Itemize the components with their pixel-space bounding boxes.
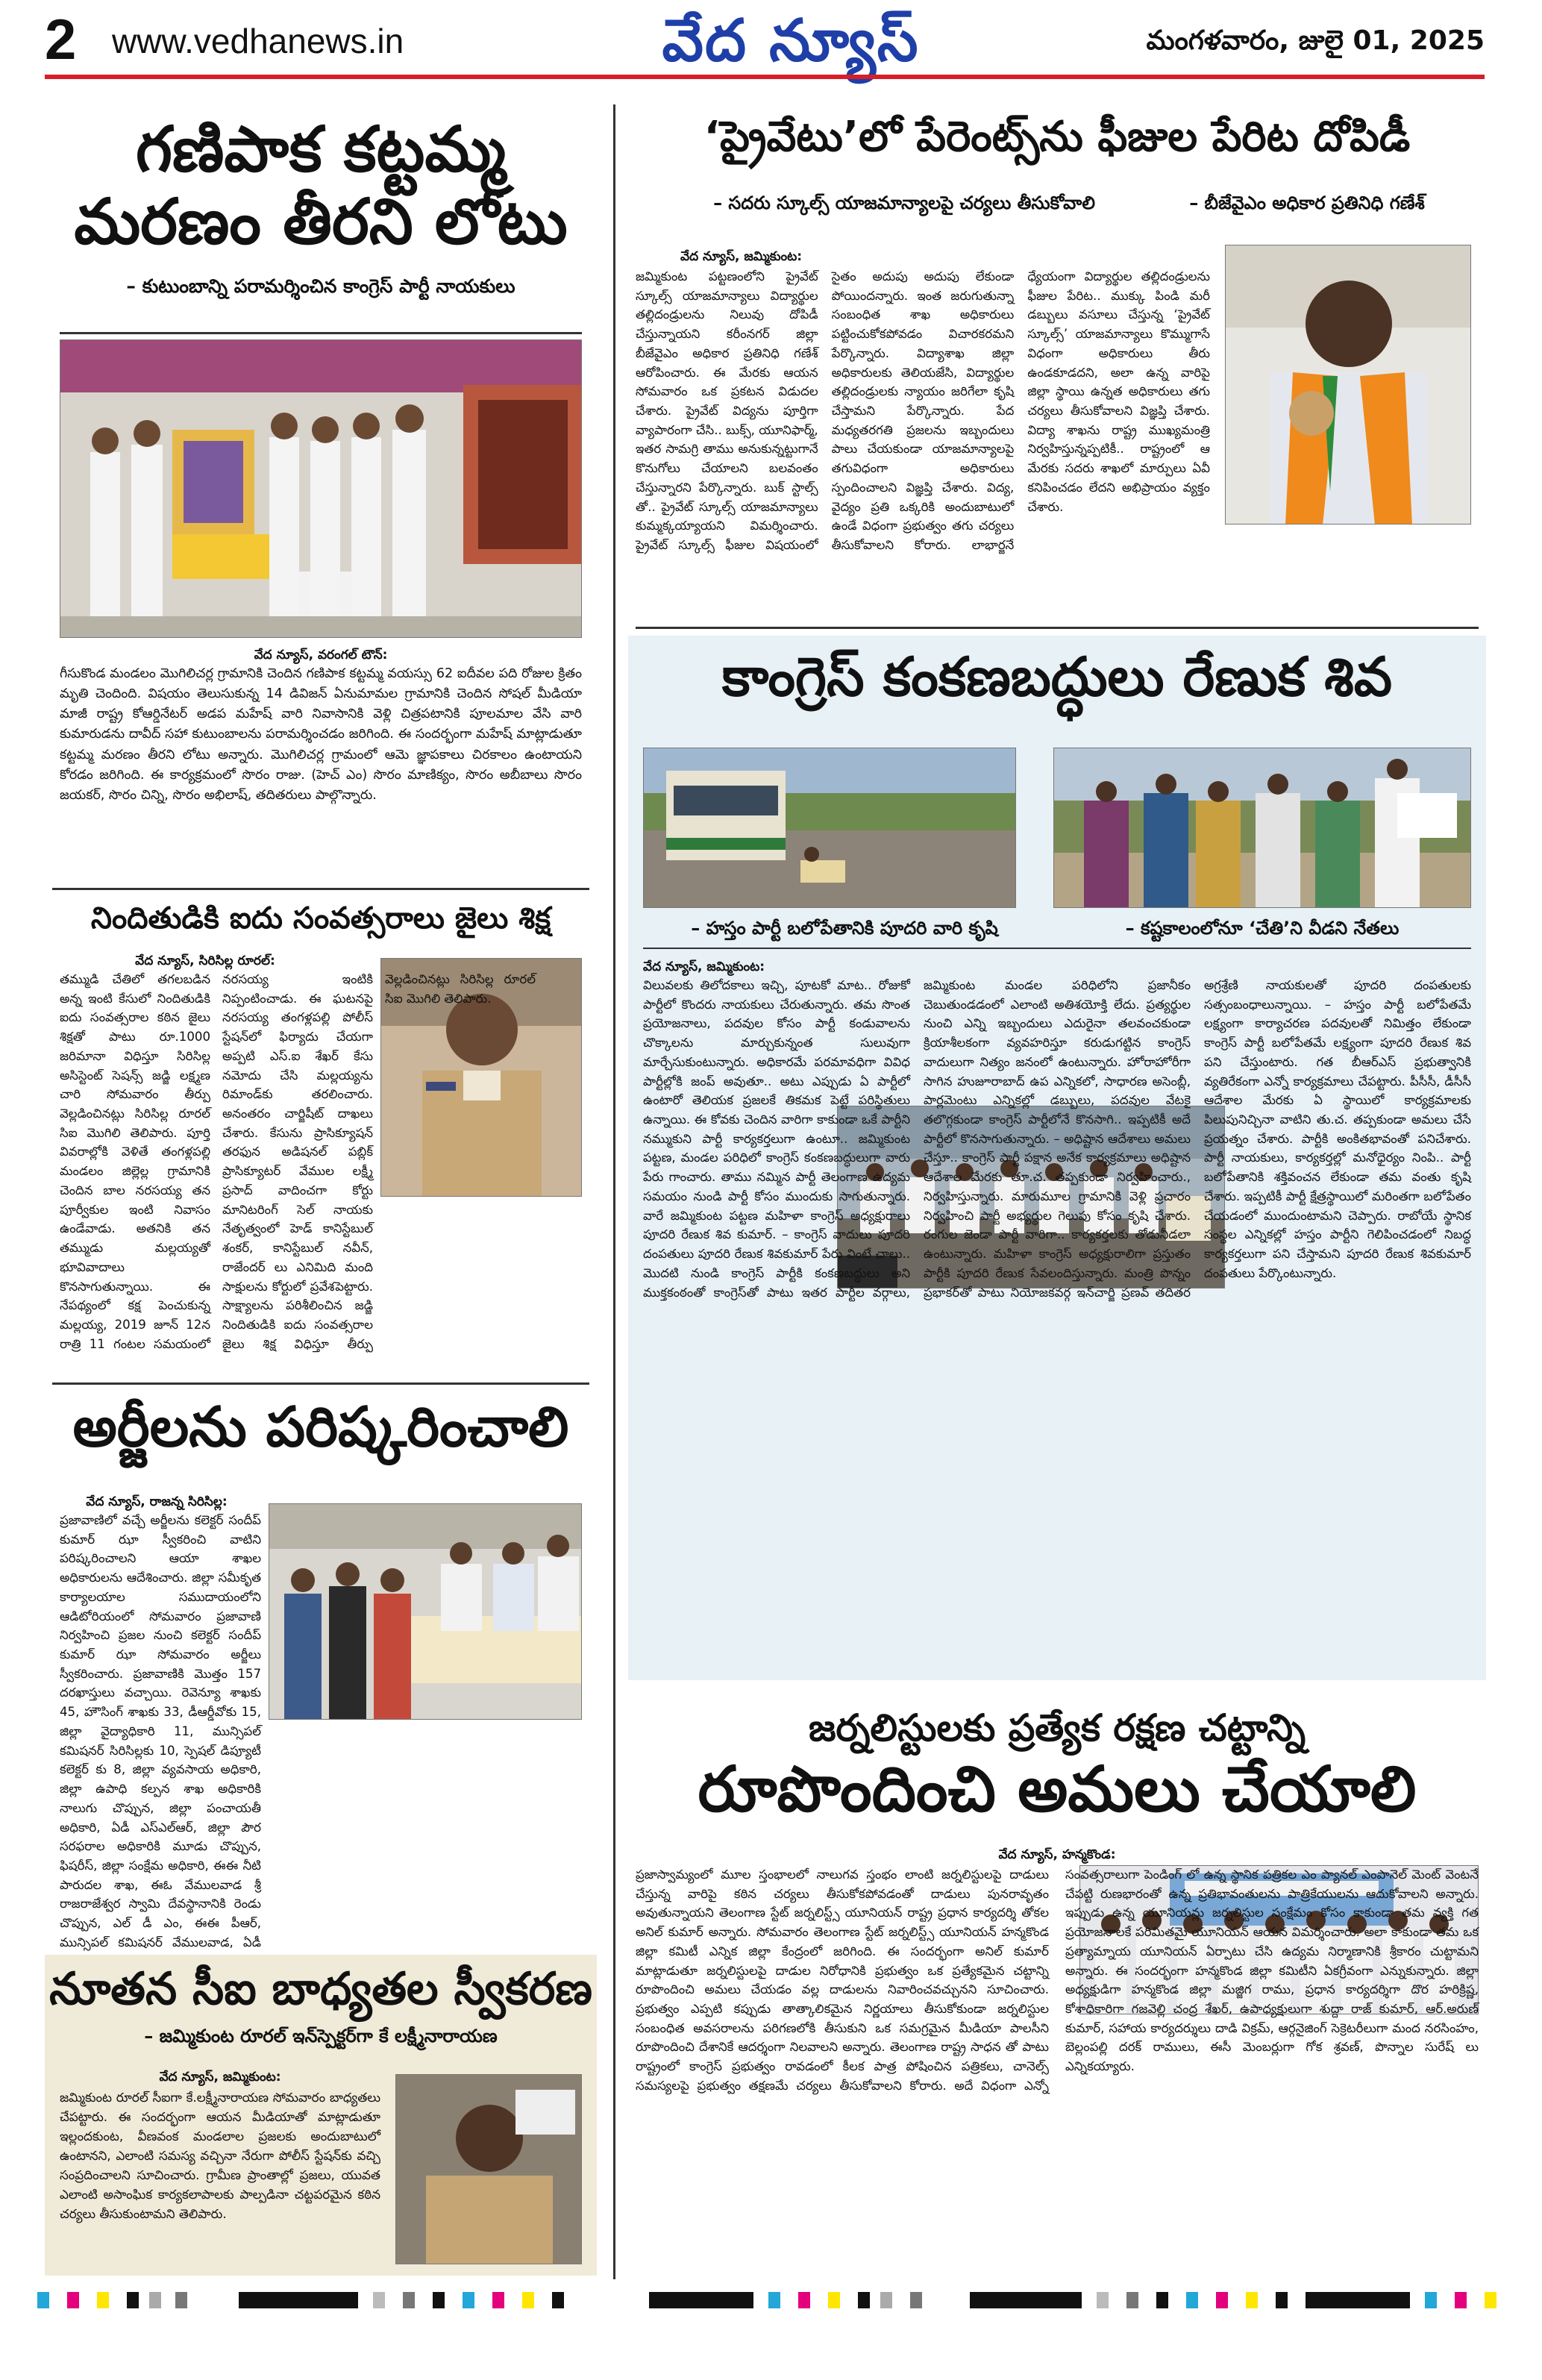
story-journalists [628,1701,1486,2276]
header-rule [45,75,1485,79]
story-renuka-shiva [628,636,1486,1680]
headline: నిందితుడికి ఐదు సంవత్సరాలు జైలు శిక్ష [90,901,551,936]
separator [52,888,589,890]
subhead: – జమ్మికుంట రూరల్ ఇన్‌స్పెక్టర్‌గా కే లక్ష్మీనారాయణ [144,2026,498,2047]
dateline: వేద న్యూస్, జమ్మికుంట: [680,249,803,264]
photo-ganesh [1225,245,1471,524]
separator [52,1382,589,1385]
article-body: ప్రజావాణిలో వచ్చే అర్జీలను కలెక్టర్ సందీప్ కుమార్ ఝా స్వీకరించి వాటిని పరిష్కరించాలని ఆయా శాఖల అధికారులను ఆదేశించారు. జిల్లా సమీకృత కార్యాలయాల సముదాయంలోని ఆడిటోరియంలో సోమవారం ప్రజావాణి నిర్వహించి ప్రజల నుంచి కలెక్టర్ సందీప్ కుమార్ ఝా సోమవారం అర్జీలు స్వీకరించారు. ప్రజావాణికి మొత్తం 157 దరఖాస్తులు వచ్చాయి. రెవెన్యూ శాఖకు 45, హౌసింగ్ శాఖకు 33, డీఆర్డీవోకు 15, జిల్లా వైద్యాధికారి 11, మున్సిపల్ కమిషనర్ సిరిసిల్లకు 10, స్పెషల్ డిప్యూటీ కలెక్టర్ కు 8, జిల్లా వ్యవసాయ అధికారి, జిల్లా ఉపాధి కల్పన శాఖ అధికారికి నాలుగు చొప్పున, జిల్లా పంచాయతీ అధికారి, ఏడీ ఎస్ఎల్ఆర్, జిల్లా పౌర సరఫరాల అధికారికి మూడు చొప్పున, ఫిషరీస్, జిల్లా సంక్షేమ అధికారి, ఈఈ నీటి పారుదల శాఖ, ఈఓ వేములవాడ శ్రీ రాజరాజేశ్వర స్వామి దేవస్థానానికి రెండు చొప్పున, ఎల్ డీ ఎం, ఈఈ పీఆర్, మున్సిపల్ కమిషనర్ వేములవాడ, ఏడీ [60,1513,261,1950]
caption-left: – హస్తం పార్టీ బలోపేతానికి పూదరి వారి కృషి [691,918,998,939]
website-url[interactable]: www.vedhanews.in [112,22,404,60]
story-new-ci [45,1955,597,2276]
story-grievances [45,1391,597,1955]
photo-bus-protest-image [644,748,1016,908]
headline: అర్జీలను పరిష్కరించాలి [72,1395,569,1459]
headline-line2: రూపొందించి అమలు చేయాలి [698,1752,1417,1826]
separator [60,332,582,334]
article-body: గీసుకొండ మండలం మొగిలిచర్ల గ్రామానికి చెందిన గణిపాక కట్టమ్మ వయస్సు 62 ఐదీవల పది రోజుల క్రితం మృతి చెందింది. విషయం తెలుసుకున్న 14 డివిజన్ ఏనుమామల గ్రామానికి చెందిన సోషల్ మీడియా మాజీ రాష్ట్ర కోఆర్డినేటర్ అడప మహేష్ వారి నివాసానికి వెళ్లి చిత్రపటానికి పూలమాల వేసి వారి కుమారుడను దావీద్ సహా కుటుంబాలను పరామర్శించడం జరిగింది. ఈ సందర్భంగా మహేష్ మాట్లాడుతూ కట్టమ్మ మరణం తీరని లోటు అన్నారు. మొగిలిచర్ల గ్రామంలో ఆమె జ్ఞాపకాలు చిరకాలం ఉంటాయని కోరడం జరిగింది. ఈ కార్యక్రమంలో సొరం రాజు. (హెచ్ ఎం) సొరం మాణిక్యం, సొరం అబీబాలు సొరం జయకర్, సొరం చిన్ని, సొరం అభిలాష్, తదితరులు పాల్గొన్నారు. [60,666,582,803]
story-private-schools [628,104,1486,627]
registration-colour-bar [37,2292,1499,2308]
headline: కాంగ్రెస్ కంకణబద్ధులు రేణుక శివ [721,645,1393,708]
photo-new-ci [395,2074,582,2264]
dateline: వేద న్యూస్, సిరిసిల్ల రూరల్: [135,953,275,968]
article-body: ప్రజాస్వామ్యంలో మూల స్తంభాలలో నాలుగవ స్తంభం లాంటి జర్నలిస్టులపై దాడులు చేస్తున్న వారిపై కఠిన చర్యలు తీసుకోకపోవడంతో దాడులు పునరావృతం అవుతున్నాయని తెలంగాణ స్టేట్ జర్నలిస్ట్స్ యూనియన్ రాష్ట్ర ప్రధాన కార్యదర్శి తోకల అనిల్ కుమార్ అన్నారు. సోమవారం తెలంగాణ స్టేట్ జర్నలిస్ట్స్ యూనియన్ హన్మకొండ జిల్లా కమిటీ ఎన్నిక జిల్లా కేంద్రంలో జరిగింది. ఈ సందర్భంగా అనిల్ కుమార్ మాట్లాడుతూ జర్నలిస్టులపై దాడుల నిరోధానికి ప్రభుత్వం ఒక ప్రత్యేకమైన చట్టాన్ని రూపొందించి అమలు చేయడం వల్ల దాడులను నివారించవచ్చునని సూచించారు. ప్రభుత్వం ఎప్పటి కప్పుడు తాత్కాలికమైన నిర్ణయాలు తీసుకోకుండా జర్నలిస్టుల సంబంధిత అవసరాలను పరిగణలోకి తీసుకుని ఒక సమగ్రమైన మీడియా పాలసీని రూపొందించి దేశానికే ఆదర్శంగా నిలవాలని అన్నారు. తెలంగాణ రాష్ట్ర సాధన తో పాటు రాష్ట్రంలో కాంగ్రెస్ ప్రభుత్వం రావడంలో కీలక పాత్ర పోషించిన పత్రికలు, చానెల్స్ సమస్యలపై ప్రభుత్వం తక్షణమే చర్యలు తీసుకోవాలని కోరారు. అదే విధంగా ఎన్నో సంవత్సరాలుగా పెండింగ్ లో ఉన్న స్థానిక పత్రికల ఎం ప్యానల్ ఎంపానెల్ మెంట్ వెంటనే చేపట్టి రుణభారంతో ఉన్న ప్రతిభావంతులను పాత్రికేయులను ఆదుకోవాలని అన్నారు. ఇప్పుడు ఉన్న యూనియన్లు జర్నలిస్టుల సంక్షేమం కోసం కాకుండా తమ వ్యక్తి గత ప్రయోజనాలకే పరిమితమై యూనియన్ ఆయన విమర్శించారు. అలా కాకుండా తమ ఒక ప్రత్యామ్నాయ యూనియన్ ఏర్పాటు చేసి ఉద్యమ నిర్మాణానికి శ్రీకారం చుట్టామని అన్నారు. ఈ సందర్భంగా హన్మకొండ జిల్లా కమిటీని ఏకగ్రీవంగా ఎన్నుకున్నారు. జిల్లా అధ్యక్షుడిగా హన్మకొండ జిల్లా మజ్జిగ రాము, ప్రధాన కార్యదర్శిగా దొర హరిక్రిష్ణ, కోశాధికారిగా గజవెల్లి చంద్ర శేఖర్, ఉపాధ్యక్షులుగా శుద్దా రాజ్ కుమార్, ఆర్.అరుణ్ కుమార్, సహాయ కార్యదర్శులు దాడి విక్రమ్, ఆర్గనైజింగ్ సెక్రెటరీలుగా మంద నరసింహం, బెల్లంపల్లి దరక్ రాములు, ఈసీ మెంబర్లుగా గోక శ్రవణ్, పొన్నాల సురేష్ లు ఎన్నికయ్యారు. [636,1867,1479,2093]
photo-ganesh-image [1226,245,1471,524]
headline-line2: మరణం తీరని లోటు [74,184,568,258]
page-number: 2 [45,8,77,72]
photo-prajavani-image [269,1504,582,1720]
column-divider [613,104,615,2279]
dateline: వేద న్యూస్, వరంగల్ టౌన్: [254,648,388,663]
article-body: జమ్మికుంట రూరల్ సీఐగా కే.లక్ష్మీనారాయణ సోమవారం బాధ్యతలు చేపట్టారు. ఈ సందర్భంగా ఆయన మీడియాతో మాట్లాడుతూ ఇల్లందకుంట, వీణవంక మండలాల ప్రజలకు అందుబాటులో ఉంటానని, ఎలాంటి సమస్య వచ్చినా నేరుగా పోలీస్ స్టేషన్‌కు వచ్చి సంప్రదించాలని సూచించారు. గ్రామీణ ప్రాంతాల్లో ప్రజలు, యువత ఎలాంటి అసాంఘిక కార్యకలాపాలకు పాల్పడినా చట్టపరమైన కఠిన చర్యలు తీసుకుంటామని తెలిపారు. [60,2090,380,2222]
subhead-right: – బీజేవైఎం అధికార ప్రతినిధి గణేశ్ [1189,192,1425,213]
headline: జర్నలిస్టులకు ప్రత్యేక రక్షణ చట్టాన్ని [808,1706,1306,1750]
article-body-cont [60,1729,582,1952]
separator [643,948,1471,949]
photo-women-rally [1053,748,1471,908]
photo-women-rally-image [1054,748,1471,908]
issue-date: మంగళవారం, జులై 01, 2025 [1146,25,1485,56]
story-ganipaka [45,104,597,892]
dateline: వేద న్యూస్, హన్మకొండ: [998,1847,1116,1862]
subhead: – కుటుంబాన్ని పరామర్శించిన కాంగ్రెస్ పార్టీ నాయకులు [126,275,515,298]
caption-right: – కష్టకాలంలోనూ ‘చేతి’ని వీడని నేతలు [1125,918,1400,939]
page-header [45,7,1485,76]
subhead-left: – సదరు స్కూల్స్ యాజమాన్యాలపై చర్యలు తీసుకోవాలి [713,192,1095,213]
story-jail-sentence [45,895,597,1380]
masthead-logo: వేద న్యూస్ [662,7,920,75]
article-body-lead [60,1511,261,1950]
article-body: జమ్మికుంట పట్టణంలోని ప్రైవేట్ స్కూల్స్ యాజమాన్యాలు విద్యార్థుల తల్లిదండ్రులను నిలువు దోపిడీ చేస్తున్నాయని కరీంనగర్ జిల్లా బీజేవైఎం అధికార ప్రతినిధి గణేశ్ ఆరోపించారు. ఈ మేరకు ఆయన సోమవారం ఒక ప్రకటన విడుదల చేశారు. ప్రైవేట్ విద్యను పూర్తిగా వ్యాపారంగా చేసి.. బుక్స్, యూనిఫార్మ్, ఇతర సామగ్రి తాము అనుకున్నట్టుగానే కొనుగోలు చేయాలని బలవంతం చేస్తున్నారని పేర్కొన్నారు. బుక్ స్టాల్స్ తో.. ప్రైవేట్ స్కూల్స్ యాజమాన్యాలు కుమ్మక్కయ్యాయని విమర్శించారు. ప్రైవేట్ స్కూల్స్ ఫీజుల విషయంలో సైతం అదుపు అదుపు లేకుండా పోయిందన్నారు. ఇంత జరుగుతున్నా సంబంధిత శాఖ అధికారులు పట్టించుకోకపోవడం విచారకరమని పేర్కొన్నారు. విద్యాశాఖ జిల్లా అధికారులకు తెలియజేసి, విద్యార్థుల తల్లిదండ్రులకు న్యాయం జరిగేలా కృషి చేస్తామని పేర్కొన్నారు. పేద మధ్యతరగతి ప్రజలను ఇబ్బందులు పాలు చేయకుండా యాజమాన్యాలపై తగువిధంగా అధికారులు స్పందించాలని విజ్ఞప్తి చేశారు. విద్య, వైద్యం ప్రతి ఒక్కరికి అందుబాటులో ఉండే విధంగా ప్రభుత్వం తగు చర్యలు తీసుకోవాలని కోరారు. లాభార్జనే ధ్యేయంగా విద్యార్థుల తల్లిదండ్రులను ఫీజుల పేరిట.. ముక్కు పిండి మరీ డబ్బులు వసూలు చేస్తున్న ‘ప్రైవేట్ స్కూల్స్’ యాజమాన్యాలు కొమ్ముగాసే విధంగా అధికారులు తీరు ఉండకూడదని, అలా ఉన్న వారిపై జిల్లా స్థాయి ఉన్నత అధికారులు తగు చర్యలు తీసుకోవాలని విజ్ఞప్తి చేశారు. విద్యా శాఖను రాష్ట్ర ముఖ్యమంత్రి నిర్వహిస్తున్నప్పటికీ.. రాష్ట్రంలో ఆ మేరకు సదరు శాఖలో మార్పులు ఏవీ కనిపించడం లేదని అభిప్రాయం వ్యక్తం చేశారు. [636,269,1210,553]
dateline: వేద న్యూస్, జమ్మికుంట: [643,959,765,974]
headline: గణిపాక కట్టమ్మ [136,113,506,186]
article-body: తమ్ముడి చేతిలో తగలబడిన అన్న ఇంటి కేసులో నిందితుడికి ఐదు సంవత్సరాల కఠిన జైలు శిక్షతో పాటు రూ.1000 జరిమానా విధిస్తూ సిరిసిల్ల అసిస్టెంట్ సెషన్స్ జడ్జి లక్ష్మణ చారి సోమవారం తీర్పు వెల్లడించినట్లు సిరిసిల్ల రూరల్ సిఐ మొగిలి తెలిపారు. పూర్తి వివరాల్లోకి వెళితే తంగళ్లపల్లి మండలం జిల్లెల్ల గ్రామానికి చెందిన బాల నరసయ్య తన పూర్వీకుల ఇంటి నివాసం ఉండేవాడు. అతనికి తన తమ్ముడు మల్లయ్యతో భూవివాదాలు కొనసాగుతున్నాయి. ఈ నేపథ్యంలో కక్ష పెంచుకున్న మల్లయ్య, 2019 జూన్ 12న రాత్రి 11 గంటల సమయంలో నరసయ్య ఇంటికి నిప్పంటించాడు. ఈ ఘటనపై నరసయ్య తంగళ్లపల్లి పోలీస్ స్టేషన్‌లో ఫిర్యాదు చేయగా అప్పటి ఎస్.ఐ శేఖర్ కేసు నమోదు చేసి మల్లయ్యను రిమాండ్‌కు తరలించారు. అనంతరం చార్జిషీట్ దాఖలు చేశారు. కేసును ప్రాసిక్యూషన్ తరఫున అడిషనల్ పబ్లిక్ ప్రాసిక్యూటర్ వేముల లక్ష్మీ ప్రసాద్ వాదించగా కోర్టు మానిటరింగ్ సెల్ నాయకు నేతృత్వంలో హెడ్ కానిస్టేబుల్ శంకర్, కానిస్టేబుల్ నవీన్, రాజేందర్ లు ఎనిమిది మంది సాక్షులను కోర్టులో ప్రవేశపెట్టారు. సాక్ష్యాలను పరిశీలించిన జడ్జి నిందితుడికి ఐదు సంవత్సరాల జైలు శిక్ష విధిస్తూ తీర్పు [60,972,373,1351]
photo-tribute-image [60,340,582,638]
headline: ‘ప్రైవేటు’లో పేరెంట్స్‌ను ఫీజుల పేరిట దోపిడీ [703,113,1411,161]
dateline: వేద న్యూస్, జమ్మికుంట: [159,2070,281,2085]
headline: నూతన సీఐ బాధ్యతల స్వీకరణ [49,1963,592,2015]
photo-prajavani [269,1503,582,1720]
separator [636,627,1479,629]
photo-tribute [60,339,582,638]
article-body-cont [1225,533,1471,616]
dateline: వేద న్యూస్, రాజన్న సిరిసిల్ల: [86,1494,228,1509]
photo-bus-protest [643,748,1016,908]
article-body: విలువలకు తిలోదకాలు ఇచ్చి, పూటకో మాట.. రోజుకో పార్టీలో కొందరు నాయకులు చేరుతున్నారు. తమ సొంత ప్రయోజనాలు, పదవుల కోసం పార్టీ కండువాలను చొక్కాలను మార్చుకున్నంత సులువుగా మార్చేసుకుంటున్నారు. అధికారమే పరమావధిగా వివిధ పార్టీల్లోకి జంప్ అవుతూ.. అటు ఎప్పుడు ఏ పార్టీలో ఉంటారో తెలియక ప్రజలకే తికమక పెట్టే పరిస్థితులు ఉన్నాయి. ఈ కోవకు చెందిన వారిగా కాకుండా ఒకే పార్టీని నమ్ముకుని పార్టీ కార్యకర్తలుగా ఉంటూ.. జమ్మికుంట పట్టణ, మండల పరిధిలో కాంగ్రెస్ కంకణబద్ధులుగా వారు పేరు గాంచారు. తాము నమ్మిన పార్టీ తెలంగాణ ఉద్యమ సమయం నుండి పార్టీ కోసం ముందుకు సాగుతున్నారు. వారే జమ్మికుంట పట్టణ మహిళా కాంగ్రెస్ అధ్యక్షురాలు పూదరి రేణుక శివ కుమార్. – కాంగ్రెస్ వాదులు పూదరి దంపతులు పూదరి రేణుక శివకుమార్ పేరు వింటే చాలు.. మొదటి నుండి కాంగ్రెస్ పార్టీకి కంకణబద్ధులు అని ముక్తకంఠంతో కాంగ్రెస్‌తో పాటు ఇతర పార్టీల వర్గాలు, జమ్మికుంట మండల పరిధిలోని ప్రజానీకం చెబుతుండడంలో ఎలాంటి అతిశయోక్తి లేదు. ప్రత్యర్థుల నుంచి ఎన్ని ఇబ్బందులు ఎదురైనా తలవంచకుండా క్రియాశీలకంగా వ్యవహరిస్తూ కరుడుగట్టిన కాంగ్రెస్ వాదులుగా నిత్యం జనంలో ఉంటున్నారు. హోరాహోరీగా సాగిన హుజూరాబాద్ ఉప ఎన్నికలో, సాధారణ అసెంబ్లీ, పార్లమెంటు ఎన్నికల్లో డబ్బులు, పదవుల వేటకై తలొగ్గకుండా కాంగ్రెస్ పార్టీలోనే కొనసాగి.. ఇప్పటికీ అదే పార్టీలో కొనసాగుతున్నారు. – అధిష్టాన ఆదేశాలు అమలు చేస్తూ.. కాంగ్రెస్ పార్టీ పక్షాన అనేక కార్యక్రమాలు అధిష్టాన ఆదేశాల మేరకు తూ.చ. తప్పకుండా నిర్వహించారు., నిర్వహిస్తున్నారు. మారుమూల గ్రామానికి వెళ్లి ప్రచారం నిర్వహించి పార్టీ అభ్యర్థుల గెలుపు కోసం కృషి చేశారు. రంగుల జెండా పార్టీ వారిగా.. కార్యకర్తలకు తోడునీడలా ఉంటున్నారు. మహిళా కాంగ్రెస్ అధ్యక్షురాలిగా ప్రస్తుతం పార్టీకి పూదరి రేణుక సేవలందిస్తున్నారు. మంత్రి పొన్నం ప్రభాకర్‌తో పాటు నియోజకవర్గ ఇన్‌చార్జి ప్రణవ్ తదితర అగ్రశ్రేణి నాయకులతో పూదరి దంపతులకు సత్సంబంధాలున్నాయి. – హస్తం పార్టీ బలోపేతమే లక్ష్యంగా కార్యాచరణ పదవులతో నిమిత్తం లేకుండా కాంగ్రెస్ పార్టీ బలోపేతమే లక్ష్యంగా పూదరి రేణుక శివ పని చేస్తుంటారు. గత బీఆర్ఎస్ ప్రభుత్వానికి వ్యతిరేకంగా ఎన్నో కార్యక్రమాలు చేపట్టారు. పీసీసీ, డీసీసీ ఆదేశాల మేరకు ఏ స్థాయిలో కార్యక్రమాలకు పిలుపునిచ్చినా వాటిని తు.చ. తప్పకుండా అమలు చేసే ప్రయత్నం చేశారు. పార్టీకి అంకితభావంతో పనిచేశారు. పార్టీ నాయకులు, కార్యకర్తల్లో మనోధైర్యం నింపి.. పార్టీ బలోపేతానికి శక్తివంచన లేకుండా తమ వంతు కృషి చేశారు. ఇప్పటికీ పార్టీ క్షేత్రస్థాయిలో మరింతగా బలోపేతం చేయడంలో ముందుంటామని చెప్పారు. రాబోయే స్థానిక సంస్థల ఎన్నికల్లో హస్తం పార్టీని గెలిపించడంలో నిబద్ధ కార్యకర్తలుగా పని చేస్తామని పూదరి రేణుక శివకుమార్ దంపతులు పేర్కొంటున్నారు. [643,978,1471,1300]
photo-new-ci-image [396,2075,582,2264]
